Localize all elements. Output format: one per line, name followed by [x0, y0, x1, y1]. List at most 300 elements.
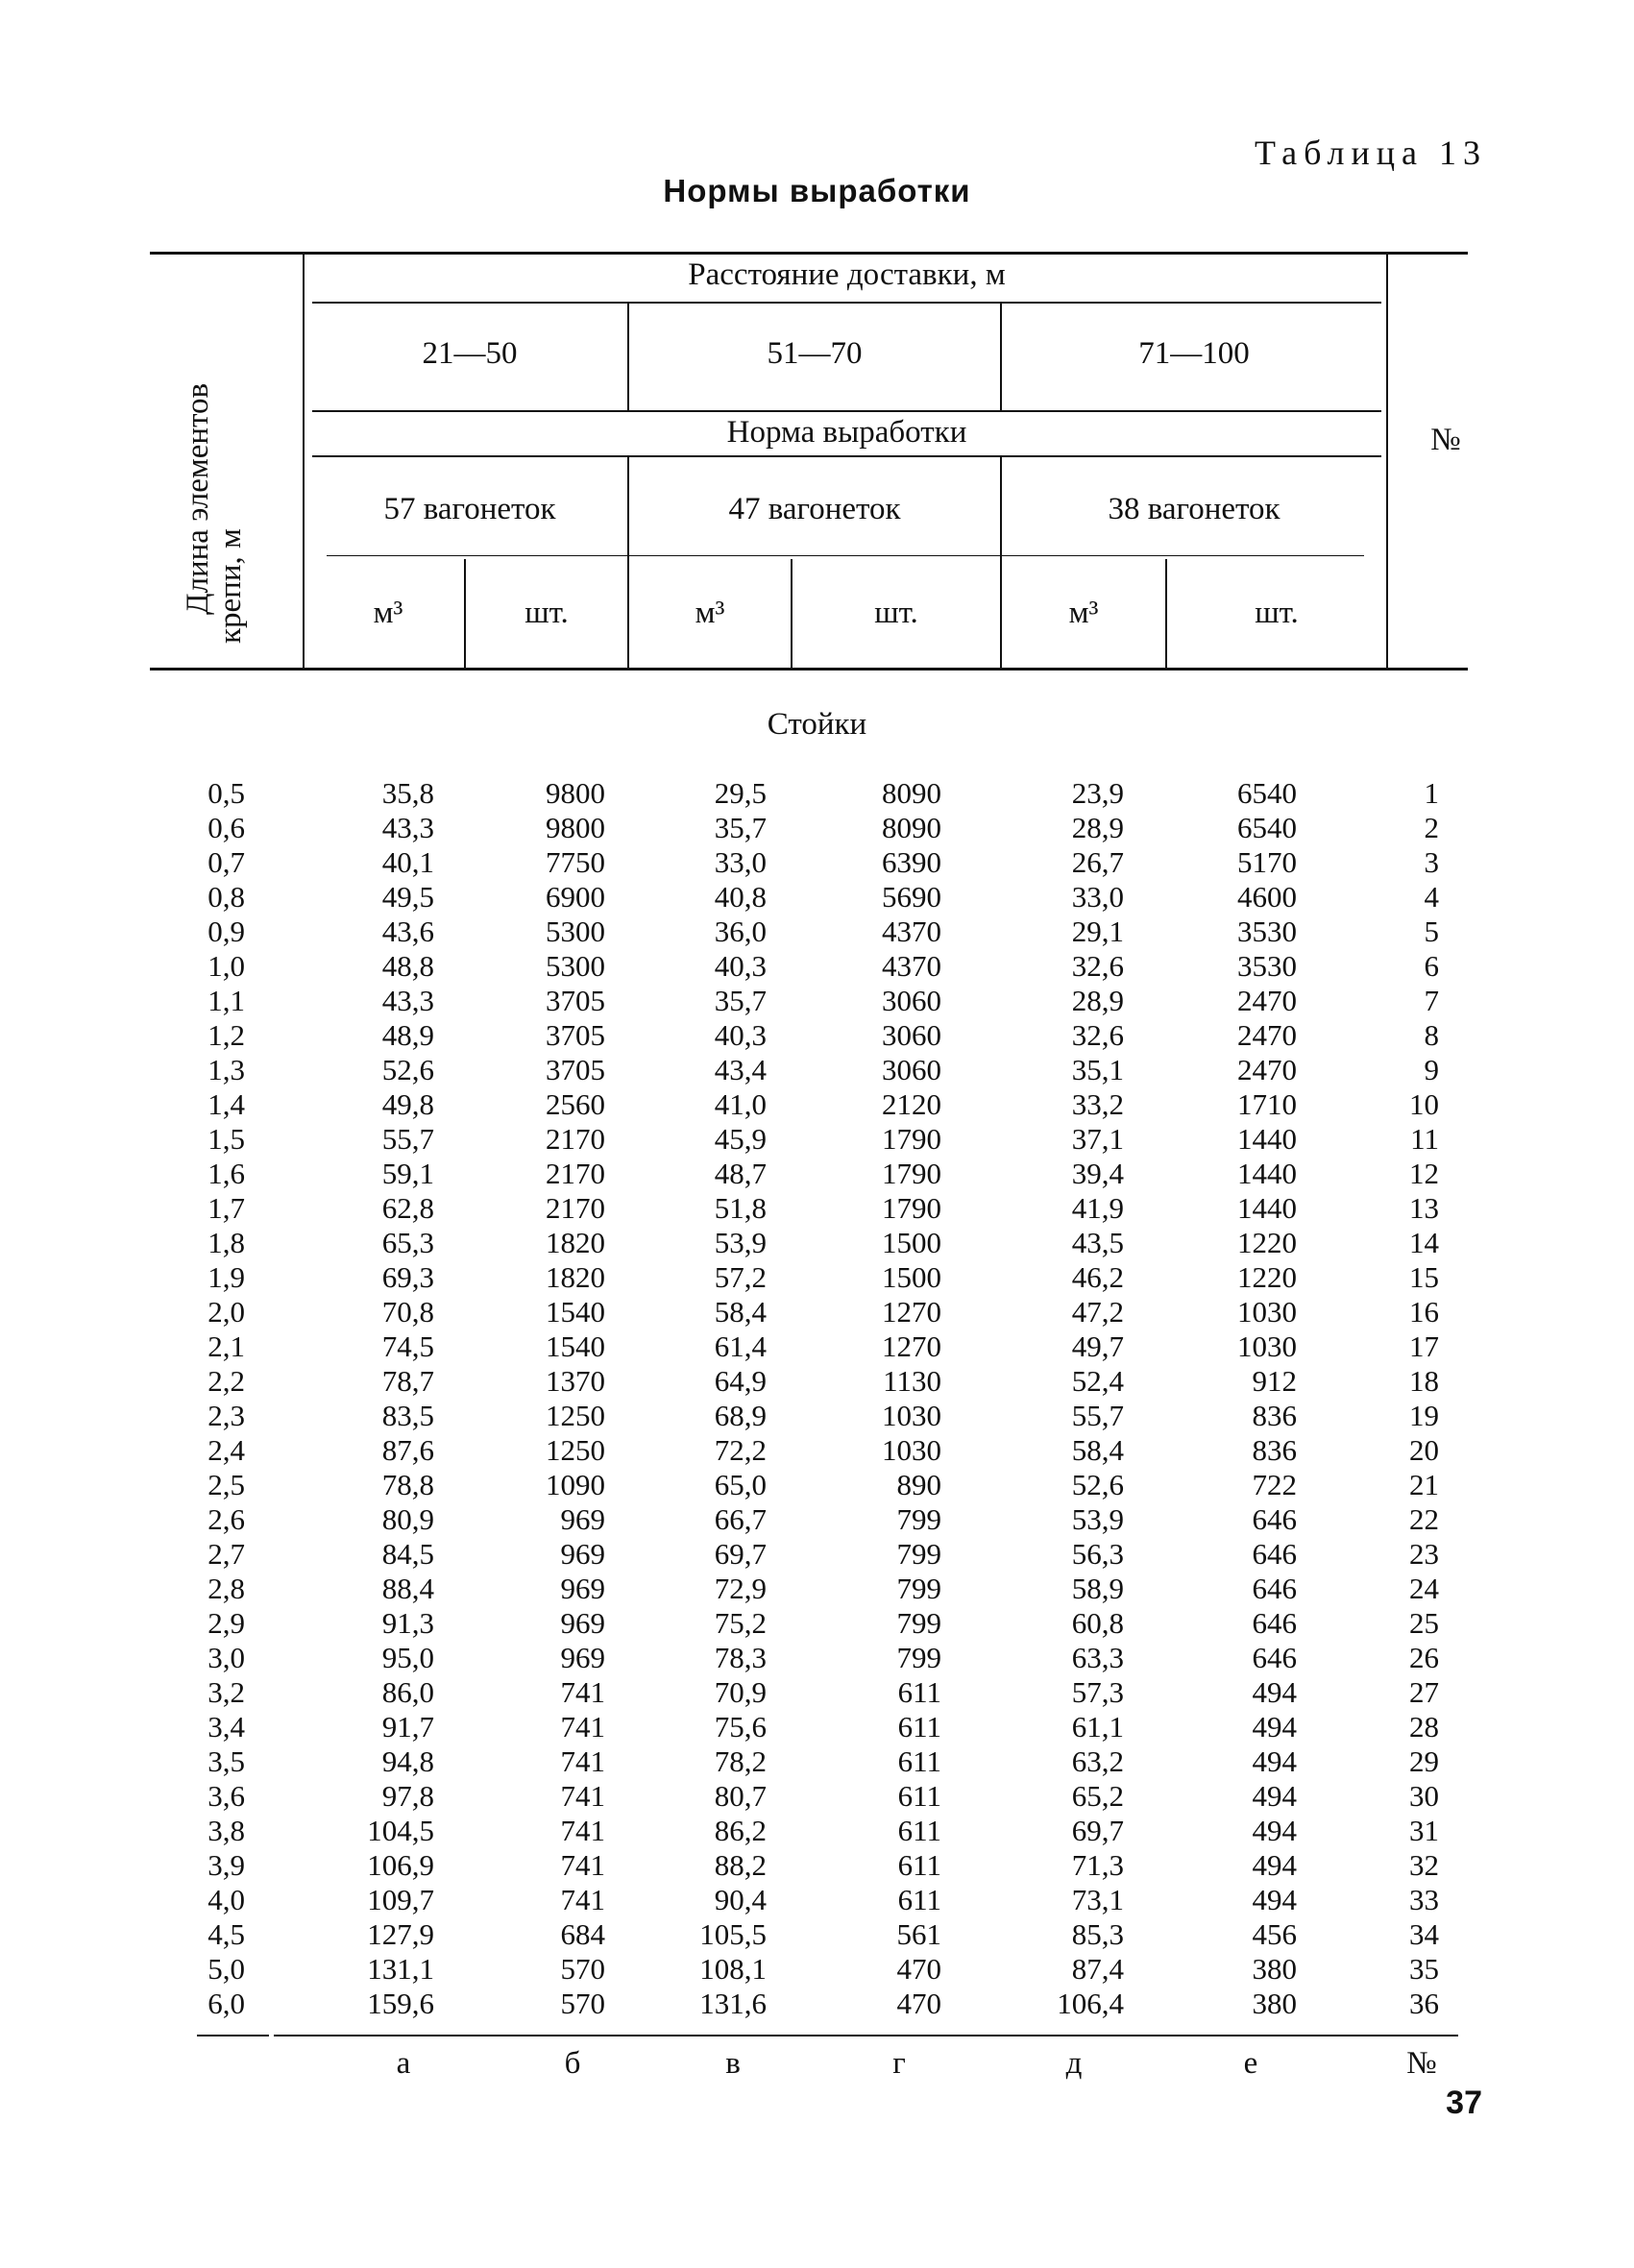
table-cell: 40,3 — [714, 949, 767, 983]
table-cell: 72,9 — [714, 1572, 767, 1605]
table-cell: 65,3 — [381, 1226, 434, 1259]
table-cell: 1090 — [546, 1468, 605, 1501]
table-cell: 21 — [1409, 1468, 1439, 1501]
table-cell: 799 — [896, 1502, 941, 1536]
table-cell: 3 — [1424, 845, 1439, 879]
table-cell: 17 — [1409, 1329, 1439, 1363]
table-cell: 33 — [1409, 1883, 1439, 1916]
column-letter-e: д — [1065, 2046, 1083, 2081]
table-cell: 94,8 — [381, 1744, 434, 1778]
carts-rule — [327, 555, 1364, 556]
table-cell: 1,0 — [207, 949, 245, 983]
table-cell: 561 — [896, 1917, 941, 1951]
table-cell: 1270 — [882, 1329, 941, 1363]
table-cell: 1,8 — [207, 1226, 245, 1259]
table-cell: 91,3 — [381, 1606, 434, 1640]
section-title: Стойки — [767, 707, 867, 742]
table-cell: 1370 — [546, 1364, 605, 1398]
length-label-line2: крепи, м — [213, 528, 248, 644]
table-cell: 33,0 — [1071, 880, 1124, 914]
table-cell: 15 — [1409, 1260, 1439, 1294]
table-cell: 741 — [560, 1710, 605, 1744]
table-cell: 2,4 — [207, 1433, 245, 1467]
table-cell: 88,4 — [381, 1572, 434, 1605]
bottom-rule-right — [274, 2035, 1458, 2036]
table-row — [0, 984, 1634, 1018]
table-cell: 1,6 — [207, 1157, 245, 1190]
table-cell: 30 — [1409, 1779, 1439, 1813]
table-cell: 53,9 — [1071, 1502, 1124, 1536]
table-cell: 470 — [896, 1952, 941, 1986]
table-cell: 0,9 — [207, 915, 245, 948]
table-cell: 23 — [1409, 1537, 1439, 1571]
table-cell: 4370 — [882, 915, 941, 948]
table-row — [0, 1641, 1634, 1675]
table-cell: 4 — [1424, 880, 1439, 914]
table-cell: 64,9 — [714, 1364, 767, 1398]
table-number-label: Таблица 13 — [1255, 134, 1487, 172]
table-cell: 5 — [1424, 915, 1439, 948]
table-cell: 741 — [560, 1883, 605, 1916]
column-letter-c: в — [725, 2046, 741, 2081]
distance-71-100: 71—100 — [1138, 336, 1250, 371]
table-cell: 1220 — [1237, 1226, 1297, 1259]
table-cell: 69,7 — [714, 1537, 767, 1571]
carts-38: 38 вагонеток — [1108, 492, 1280, 526]
column-letter-f: е — [1243, 2046, 1258, 2081]
table-cell: 66,7 — [714, 1502, 767, 1536]
table-cell: 969 — [560, 1606, 605, 1640]
table-row — [0, 1295, 1634, 1329]
table-cell: 611 — [897, 1883, 941, 1916]
table-cell: 131,1 — [367, 1952, 434, 1986]
table-cell: 890 — [896, 1468, 941, 1501]
table-cell: 36 — [1409, 1987, 1439, 2020]
table-cell: 106,9 — [367, 1848, 434, 1882]
table-cell: 58,4 — [1071, 1433, 1124, 1467]
table-cell: 470 — [896, 1987, 941, 2020]
table-cell: 969 — [560, 1641, 605, 1674]
table-cell: 45,9 — [714, 1122, 767, 1156]
number-sign-header: № — [1430, 423, 1461, 457]
table-cell: 40,8 — [714, 880, 767, 914]
table-row — [0, 845, 1634, 880]
table-cell: 1820 — [546, 1226, 605, 1259]
table-cell: 1030 — [1237, 1295, 1297, 1329]
table-cell: 1820 — [546, 1260, 605, 1294]
column-letters — [0, 2046, 1634, 2085]
unit-m3-a: м³ — [373, 596, 403, 630]
table-cell: 1030 — [882, 1399, 941, 1432]
table-cell: 26,7 — [1071, 845, 1124, 879]
table-cell: 10 — [1409, 1087, 1439, 1121]
carts-47: 47 вагонеток — [728, 492, 901, 526]
table-cell: 1220 — [1237, 1260, 1297, 1294]
table-cell: 2470 — [1237, 1018, 1297, 1052]
table-cell: 51,8 — [714, 1191, 767, 1225]
table-cell: 84,5 — [381, 1537, 434, 1571]
table-cell: 86,2 — [714, 1814, 767, 1847]
table-row — [0, 1502, 1634, 1537]
table-cell: 1030 — [882, 1433, 941, 1467]
table-cell: 3530 — [1237, 949, 1297, 983]
table-cell: 97,8 — [381, 1779, 434, 1813]
table-cell: 0,5 — [207, 776, 245, 810]
table-cell: 684 — [560, 1917, 605, 1951]
table-cell: 61,1 — [1071, 1710, 1124, 1744]
table-cell: 65,2 — [1071, 1779, 1124, 1813]
table-row — [0, 1572, 1634, 1606]
table-cell: 0,7 — [207, 845, 245, 879]
table-cell: 58,9 — [1071, 1572, 1124, 1605]
table-cell: 1250 — [546, 1399, 605, 1432]
top-rule — [150, 252, 1468, 255]
data-rows — [0, 776, 1634, 2021]
table-cell: 836 — [1252, 1399, 1297, 1432]
table-row — [0, 1848, 1634, 1883]
table-cell: 2 — [1424, 811, 1439, 844]
table-cell: 3,2 — [207, 1675, 245, 1709]
table-row — [0, 1226, 1634, 1260]
table-cell: 380 — [1252, 1952, 1297, 1986]
table-cell: 8090 — [882, 776, 941, 810]
table-cell: 29 — [1409, 1744, 1439, 1778]
unit-m3-c: м³ — [695, 596, 725, 630]
table-cell: 35,8 — [381, 776, 434, 810]
table-cell: 494 — [1252, 1848, 1297, 1882]
table-cell: 1540 — [546, 1295, 605, 1329]
norm-bottom-rule — [312, 455, 1381, 457]
table-cell: 43,3 — [381, 984, 434, 1017]
table-cell: 646 — [1252, 1572, 1297, 1605]
table-cell: 28 — [1409, 1710, 1439, 1744]
table-cell: 70,8 — [381, 1295, 434, 1329]
table-cell: 68,9 — [714, 1399, 767, 1432]
table-cell: 1030 — [1237, 1329, 1297, 1363]
column-letter-a: а — [396, 2046, 411, 2081]
table-cell: 741 — [560, 1779, 605, 1813]
table-cell: 611 — [897, 1814, 941, 1847]
table-row — [0, 1917, 1634, 1952]
table-cell: 4,0 — [207, 1883, 245, 1916]
table-cell: 74,5 — [381, 1329, 434, 1363]
table-cell: 78,8 — [381, 1468, 434, 1501]
table-cell: 6 — [1424, 949, 1439, 983]
table-cell: 22 — [1409, 1502, 1439, 1536]
table-cell: 2,9 — [207, 1606, 245, 1640]
table-cell: 26 — [1409, 1641, 1439, 1674]
table-cell: 3,4 — [207, 1710, 245, 1744]
table-cell: 127,9 — [367, 1917, 434, 1951]
table-cell: 106,4 — [1057, 1987, 1124, 2020]
table-cell: 60,8 — [1071, 1606, 1124, 1640]
table-cell: 62,8 — [381, 1191, 434, 1225]
table-cell: 1500 — [882, 1226, 941, 1259]
table-cell: 48,9 — [381, 1018, 434, 1052]
table-cell: 43,4 — [714, 1053, 767, 1086]
table-cell: 69,7 — [1071, 1814, 1124, 1847]
table-cell: 9800 — [546, 776, 605, 810]
table-row — [0, 949, 1634, 984]
table-row — [0, 1260, 1634, 1295]
table-cell: 88,2 — [714, 1848, 767, 1882]
table-cell: 32,6 — [1071, 949, 1124, 983]
table-cell: 108,1 — [699, 1952, 767, 1986]
table-cell: 29,1 — [1071, 915, 1124, 948]
table-cell: 9 — [1424, 1053, 1439, 1086]
table-cell: 3060 — [882, 984, 941, 1017]
table-cell: 43,6 — [381, 915, 434, 948]
table-cell: 1440 — [1237, 1122, 1297, 1156]
table-cell: 85,3 — [1071, 1917, 1124, 1951]
table-cell: 72,2 — [714, 1433, 767, 1467]
table-cell: 18 — [1409, 1364, 1439, 1398]
table-cell: 2170 — [546, 1157, 605, 1190]
carts-57: 57 вагонеток — [383, 492, 556, 526]
table-cell: 104,5 — [367, 1814, 434, 1847]
table-cell: 2,0 — [207, 1295, 245, 1329]
table-cell: 55,7 — [1071, 1399, 1124, 1432]
table-cell: 1,4 — [207, 1087, 245, 1121]
table-cell: 969 — [560, 1502, 605, 1536]
table-cell: 3705 — [546, 1053, 605, 1086]
table-cell: 969 — [560, 1537, 605, 1571]
table-cell: 6,0 — [207, 1987, 245, 2020]
table-cell: 2170 — [546, 1122, 605, 1156]
col-divider-3 — [627, 457, 629, 668]
table-cell: 3,0 — [207, 1641, 245, 1674]
table-cell: 494 — [1252, 1779, 1297, 1813]
table-cell: 80,9 — [381, 1502, 434, 1536]
table-cell: 8 — [1424, 1018, 1439, 1052]
table-cell: 1,1 — [207, 984, 245, 1017]
table-cell: 969 — [560, 1572, 605, 1605]
table-cell: 3,9 — [207, 1848, 245, 1882]
table-row — [0, 1399, 1634, 1433]
table-row — [0, 915, 1634, 949]
header-left-border — [303, 252, 305, 668]
table-cell: 78,3 — [714, 1641, 767, 1674]
table-cell: 4600 — [1237, 880, 1297, 914]
table-cell: 52,6 — [381, 1053, 434, 1086]
table-cell: 12 — [1409, 1157, 1439, 1190]
table-cell: 23,9 — [1071, 776, 1124, 810]
table-cell: 494 — [1252, 1675, 1297, 1709]
table-row — [0, 1122, 1634, 1157]
table-cell: 3705 — [546, 984, 605, 1017]
table-cell: 27 — [1409, 1675, 1439, 1709]
table-cell: 69,3 — [381, 1260, 434, 1294]
table-cell: 5,0 — [207, 1952, 245, 1986]
table-row — [0, 1744, 1634, 1779]
table-cell: 799 — [896, 1537, 941, 1571]
table-cell: 53,9 — [714, 1226, 767, 1259]
table-cell: 80,7 — [714, 1779, 767, 1813]
table-cell: 159,6 — [367, 1987, 434, 2020]
table-cell: 1,2 — [207, 1018, 245, 1052]
table-cell: 75,2 — [714, 1606, 767, 1640]
table-cell: 611 — [897, 1779, 941, 1813]
table-cell: 35,7 — [714, 984, 767, 1017]
table-cell: 2,8 — [207, 1572, 245, 1605]
table-cell: 33,0 — [714, 845, 767, 879]
distance-label: Расстояние доставки, м — [688, 257, 1006, 292]
table-cell: 109,7 — [367, 1883, 434, 1916]
table-cell: 16 — [1409, 1295, 1439, 1329]
table-cell: 36,0 — [714, 915, 767, 948]
table-cell: 494 — [1252, 1883, 1297, 1916]
table-cell: 43,3 — [381, 811, 434, 844]
table-row — [0, 1018, 1634, 1053]
table-cell: 5690 — [882, 880, 941, 914]
distance-21-50: 21—50 — [422, 336, 518, 371]
table-cell: 5300 — [546, 949, 605, 983]
page-number: 37 — [1446, 2085, 1482, 2121]
table-cell: 57,2 — [714, 1260, 767, 1294]
table-cell: 2,1 — [207, 1329, 245, 1363]
table-row — [0, 1675, 1634, 1710]
table-cell: 29,5 — [714, 776, 767, 810]
table-row — [0, 1364, 1634, 1399]
table-cell: 1440 — [1237, 1191, 1297, 1225]
table-row — [0, 1157, 1634, 1191]
table-cell: 611 — [897, 1744, 941, 1778]
table-cell: 1500 — [882, 1260, 941, 1294]
table-cell: 5170 — [1237, 845, 1297, 879]
table-cell: 2120 — [882, 1087, 941, 1121]
table-cell: 47,2 — [1071, 1295, 1124, 1329]
norm-top-rule — [312, 410, 1381, 412]
table-cell: 35,1 — [1071, 1053, 1124, 1086]
table-cell: 48,8 — [381, 949, 434, 983]
unit-m3-e: м³ — [1068, 596, 1099, 630]
table-cell: 41,0 — [714, 1087, 767, 1121]
distance-51-70: 51—70 — [767, 336, 863, 371]
table-row — [0, 776, 1634, 811]
table-cell: 611 — [897, 1710, 941, 1744]
column-letter-d: г — [892, 2046, 906, 2081]
table-cell: 57,3 — [1071, 1675, 1124, 1709]
table-cell: 741 — [560, 1848, 605, 1882]
table-cell: 1790 — [882, 1122, 941, 1156]
table-cell: 86,0 — [381, 1675, 434, 1709]
column-letter-b: б — [564, 2046, 581, 2081]
table-cell: 3530 — [1237, 915, 1297, 948]
table-cell: 24 — [1409, 1572, 1439, 1605]
table-row — [0, 1433, 1634, 1468]
table-cell: 63,3 — [1071, 1641, 1124, 1674]
table-cell: 13 — [1409, 1191, 1439, 1225]
table-cell: 1710 — [1237, 1087, 1297, 1121]
table-row — [0, 1606, 1634, 1641]
table-cell: 59,1 — [381, 1157, 434, 1190]
table-cell: 61,4 — [714, 1329, 767, 1363]
table-cell: 32,6 — [1071, 1018, 1124, 1052]
table-cell: 3,6 — [207, 1779, 245, 1813]
table-cell: 799 — [896, 1641, 941, 1674]
table-row — [0, 1537, 1634, 1572]
table-cell: 33,2 — [1071, 1087, 1124, 1121]
table-cell: 3,8 — [207, 1814, 245, 1847]
table-cell: 2470 — [1237, 984, 1297, 1017]
table-row — [0, 811, 1634, 845]
table-cell: 40,3 — [714, 1018, 767, 1052]
table-row — [0, 1087, 1634, 1122]
table-row — [0, 1329, 1634, 1364]
table-cell: 456 — [1252, 1917, 1297, 1951]
table-row — [0, 1987, 1634, 2021]
table-row — [0, 1814, 1634, 1848]
table-cell: 28,9 — [1071, 811, 1124, 844]
table-cell: 105,5 — [699, 1917, 767, 1951]
unit-pcs-f: шт. — [1255, 596, 1299, 630]
table-cell: 494 — [1252, 1744, 1297, 1778]
table-cell: 570 — [560, 1952, 605, 1986]
table-cell: 1540 — [546, 1329, 605, 1363]
table-row — [0, 1710, 1634, 1744]
table-cell: 4370 — [882, 949, 941, 983]
table-cell: 611 — [897, 1675, 941, 1709]
table-cell: 35,7 — [714, 811, 767, 844]
table-cell: 83,5 — [381, 1399, 434, 1432]
table-cell: 4,5 — [207, 1917, 245, 1951]
table-cell: 722 — [1252, 1468, 1297, 1501]
table-cell: 0,6 — [207, 811, 245, 844]
table-cell: 11 — [1410, 1122, 1439, 1156]
table-row — [0, 1779, 1634, 1814]
table-title: Нормы выработки — [663, 173, 971, 208]
table-cell: 71,3 — [1071, 1848, 1124, 1882]
column-letter-no: № — [1406, 2046, 1437, 2081]
bottom-rule-left — [197, 2035, 269, 2036]
table-cell: 55,7 — [381, 1122, 434, 1156]
table-row — [0, 1883, 1634, 1917]
table-cell: 1790 — [882, 1191, 941, 1225]
norm-label: Норма выработки — [726, 415, 967, 450]
table-cell: 1,7 — [207, 1191, 245, 1225]
table-cell: 5300 — [546, 915, 605, 948]
table-cell: 799 — [896, 1572, 941, 1605]
table-cell: 52,6 — [1071, 1468, 1124, 1501]
table-cell: 1790 — [882, 1157, 941, 1190]
table-cell: 3705 — [546, 1018, 605, 1052]
table-cell: 7 — [1424, 984, 1439, 1017]
table-cell: 31 — [1409, 1814, 1439, 1847]
table-cell: 799 — [896, 1606, 941, 1640]
table-cell: 43,5 — [1071, 1226, 1124, 1259]
table-cell: 6540 — [1237, 776, 1297, 810]
table-cell: 0,8 — [207, 880, 245, 914]
table-cell: 48,7 — [714, 1157, 767, 1190]
table-cell: 1130 — [883, 1364, 941, 1398]
table-cell: 1,5 — [207, 1122, 245, 1156]
table-cell: 1270 — [882, 1295, 941, 1329]
table-cell: 611 — [897, 1848, 941, 1882]
table-row — [0, 1952, 1634, 1987]
table-cell: 32 — [1409, 1848, 1439, 1882]
table-cell: 56,3 — [1071, 1537, 1124, 1571]
table-row — [0, 880, 1634, 915]
table-cell: 494 — [1252, 1710, 1297, 1744]
table-cell: 1440 — [1237, 1157, 1297, 1190]
table-cell: 6540 — [1237, 811, 1297, 844]
table-cell: 49,8 — [381, 1087, 434, 1121]
table-cell: 49,7 — [1071, 1329, 1124, 1363]
table-cell: 25 — [1409, 1606, 1439, 1640]
table-cell: 39,4 — [1071, 1157, 1124, 1190]
table-cell: 87,6 — [381, 1433, 434, 1467]
table-cell: 7750 — [546, 845, 605, 879]
